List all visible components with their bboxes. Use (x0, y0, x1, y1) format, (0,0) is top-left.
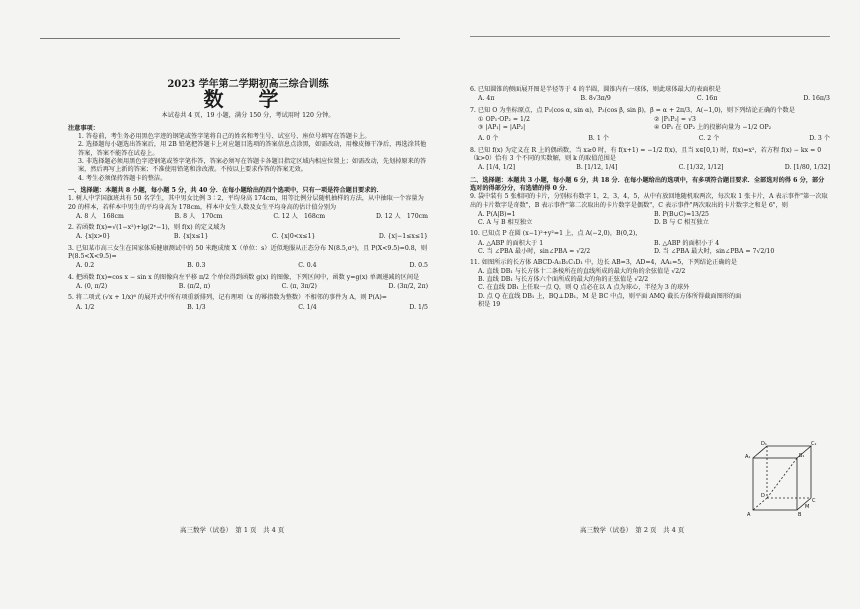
option: A. (0, π/2) (76, 282, 108, 290)
option: D. 0.5 (409, 262, 428, 270)
question-options (68, 283, 428, 291)
option: A. 1/2 (76, 303, 95, 311)
question-text: 1. 树人中学国旗班共有 50 名学生，其中男女比例 3∶2，平均身高 174cm，用等比例分层随机抽样的方法，从中抽取一个容量为 20 的样本，若样本中男生的平均身高为 178cm，样本中女生人数及女生平均身高的估计值分别为 (68, 195, 424, 211)
notice-item: 3. 非选择题必须用黑色字迹钢笔或签字笔作答，答案必须写在答题卡各题目指定区域内相应位置上；如需改动，先划掉原来的答案，然后再写上新的答案；不准使用铅笔和涂改液。不按以上要求作答的答案无效。 (78, 158, 427, 174)
question-text: 11. 如图所示的长方体 ABCD-A₁B₁C₁D₁ 中，边长 AB=3，AD=4，AA₁=5，下列结论正确的是 (470, 259, 737, 267)
option: B. [1/12, 1/4] (576, 164, 618, 172)
option: B. 1/3 (187, 303, 206, 311)
figure-label: D (761, 493, 765, 499)
exam-subject: 数 学 (203, 87, 293, 112)
question-options (470, 268, 743, 309)
question-options (470, 211, 830, 228)
statement: ③ |AP₁| = |AP₂| (478, 124, 526, 132)
option: D. 当 ∠PBA 最大时，sin∠PBA = 7√2/10 (654, 248, 775, 256)
exam-meta: 本试卷共 4 页，19 小题，满分 150 分，考试用时 120 分钟。 (161, 111, 335, 119)
question-options (68, 304, 428, 312)
figure-label: C₁ (811, 441, 817, 447)
notice-item: 2. 选择题每小题选出答案后，用 2B 铅笔把答题卡上对应题目选项的答案信息点涂黑，如需改动，用橡皮擦干净后，再选涂其他答案，答案不能答在试卷上。 (78, 141, 427, 157)
option: C. [1/32, 1/12] (678, 164, 724, 172)
option: B. {x|x≤1} (173, 233, 209, 241)
option: B. P(B∪C)=13/25 (654, 210, 709, 218)
question-options (68, 213, 428, 221)
figure-label: B (798, 512, 802, 518)
question-text: 2. 若函数 f(x)=√(1−x²)+lg(2ˣ−1)，则 f(x) 的定义域为 (68, 224, 226, 232)
question-text: 10. 已知点 P 在圆 (x−1)²+y²=1 上，点 A(−2,0)，B(0,2)， (470, 230, 642, 238)
option: B. 8 人 170cm (174, 212, 223, 220)
page-right (470, 86, 830, 309)
option: D. 3 个 (809, 135, 830, 143)
option: B. (π/2, π) (178, 282, 211, 290)
figure-label: C (812, 498, 816, 504)
option: A. {x|x>0} (76, 233, 111, 241)
option: A. [1/4, 1/2] (478, 164, 516, 172)
option: A. P(A|B)=1 (478, 210, 516, 218)
question-text: 8. 已知 f(x) 为定义在 R 上的偶函数，当 x≥0 时，有 f(x+1) = −1/2 f(x)，且当 x∈[0,1) 时，f(x)=x²，若方程 f(x) − kx = 0（k>0）恰有 3 个不同的实数解，则 k 的取值范围是 (470, 146, 822, 163)
option: D. (3π/2, 2π) (388, 282, 428, 290)
notice-item: 4. 考生必须保持答题卡的整洁。 (78, 174, 167, 182)
statement: ① OP₁·OP₂ = 1/2 (478, 115, 530, 123)
question-options (470, 135, 830, 143)
exam-title: 2023 学年第二学期初高三综合训练 (167, 79, 329, 90)
option: C. {x|0<x≤1} (271, 233, 316, 241)
figure-label: D₁ (761, 441, 767, 447)
page-left (68, 78, 428, 315)
section-heading: 一、选择题：本题共 8 小题，每小题 5 分，共 40 分．在每小题给出的四个选项中，只有一项是符合题目要求的． (68, 186, 383, 194)
figure-label: M (805, 504, 810, 510)
option: C. 2 个 (698, 135, 720, 143)
notice-heading: 注意事项： (68, 124, 99, 132)
question-options (470, 164, 830, 172)
option: B. 0.3 (187, 262, 206, 270)
question-text: 3. 已知某市高三女生在国家体质健康测试中的 50 米跑成绩 X（单位：s）近似地服从正态分布 N(8.5,σ²)，且 P(X<9.5)=0.8，则 P(8.5<X<9.5)= (68, 244, 428, 261)
question-options (470, 240, 830, 257)
option: C. 16π (696, 95, 718, 103)
cuboid-figure (745, 440, 817, 518)
option: C. A 与 B 相互独立 (478, 219, 533, 227)
question-text: 5. 将二项式 (√x + 1/x)⁶ 的展开式中所有项重新排列，记有理项（x 的幂指数为整数）不相邻的事件为 A，则 P(A)= (68, 294, 387, 302)
option: D. 16π/3 (803, 95, 830, 103)
figure-label: B₁ (799, 453, 805, 459)
option: B. △ABP 的面积小于 4 (654, 239, 720, 247)
question-text: 6. 已知圆锥的侧面展开图是半径等于 4 的半圆，圆锥内有一球体，则此球体最大的表面积是 (470, 86, 721, 93)
statement-list (470, 116, 830, 133)
statement: ② |P₁P₂| = √3 (654, 115, 696, 123)
option: B. 8√3π/9 (580, 95, 611, 103)
option: D. 12 人 170cm (375, 212, 428, 220)
option: A. 0 个 (478, 135, 499, 143)
page-footer: 高三数学（试卷） 第 1 页 共 4 页 (180, 526, 285, 534)
option: A. 0.2 (76, 262, 95, 270)
scan-edge-line (40, 38, 400, 39)
option: C. 1/4 (298, 303, 317, 311)
option: D. 点 Q 在直线 DB₁ 上，BQ⊥DB₁，M 是 BC 中点，则平面 AMQ 截长方体所得截面图形的面积是 19 (478, 292, 742, 308)
option: C. 12 人 168cm (273, 212, 326, 220)
figure-label: A (747, 512, 751, 518)
option: D. [1/80, 1/32] (784, 164, 830, 172)
option: C. 当 ∠PBA 最小时，sin∠PBA = √2/2 (478, 248, 591, 256)
question-text: 7. 已知 O 为坐标原点，点 P₁(cos α, sin α)，P₂(cos β, sin β)，β = α + 2π/3，A(−1,0)，则下列结论正确的个数是 (470, 106, 795, 114)
option: C. 0.4 (298, 262, 317, 270)
scan-edge-line (470, 36, 830, 37)
option: A. 直线 DB₁ 与长方体十二条棱所在的直线所成的最大的角的余弦值是 √2/2 (478, 267, 686, 275)
option: B. 直线 DB₁ 与长方体六个面所成的最大的角的正弦值是 √2/2 (478, 275, 649, 283)
page-footer: 高三数学（试卷） 第 2 页 共 4 页 (580, 526, 685, 534)
option: A. 8 人 168cm (76, 212, 124, 220)
option: A. 4π (478, 95, 495, 103)
question-options (68, 233, 428, 241)
question-text: 4. 把函数 f(x)=cos x − sin x 的图像向左平移 π/2 个单位得到函数 g(x) 的图像，下列区间中，函数 y=g(x) 单调递减的区间是 (68, 273, 420, 281)
option: B. 1 个 (588, 135, 609, 143)
option: C. (π, 3π/2) (281, 282, 317, 290)
option: D. 1/5 (409, 303, 428, 311)
question-options (470, 95, 830, 103)
statement: ④ OP₁ 在 OP₂ 上的投影向量为 −1/2 OP₂ (654, 124, 772, 132)
question-options (68, 262, 428, 270)
question-text: 9. 袋中装有 5 张相同的卡片，分别标有数字 1，2，3，4，5，从中有放回地随机取两次，每次取 1 张卡片，A 表示事件"第一次取出的卡片数字是奇数"，B 表示事件"第二次取出的卡片数字是偶数"，C 表示事件"两次取出的卡片数字之和是 6"，则 (470, 193, 828, 209)
option: A. △ABP 的面积大于 1 (478, 239, 544, 247)
notice-item: 1. 答卷前，考生务必用黑色字迹的钢笔或签字笔将自己的姓名和考生号、试室号、座位号填写在答题卡上。 (78, 133, 371, 141)
section-heading: 二、选择题：本题共 3 小题，每小题 6 分，共 18 分．在每小题给出的选项中，有多项符合题目要求．全部选对的得 6 分，部分选对的得部分分，有选错的得 0 分． (470, 176, 825, 192)
option: D. {x|−1≤x≤1} (378, 233, 428, 241)
option: C. 在直线 DB₁ 上任取一点 Q，则 Q 点必在以 A 点为球心，半径为 3 的球外 (478, 284, 690, 292)
option: D. B 与 C 相互独立 (654, 219, 709, 227)
figure-label: A₁ (745, 454, 751, 460)
